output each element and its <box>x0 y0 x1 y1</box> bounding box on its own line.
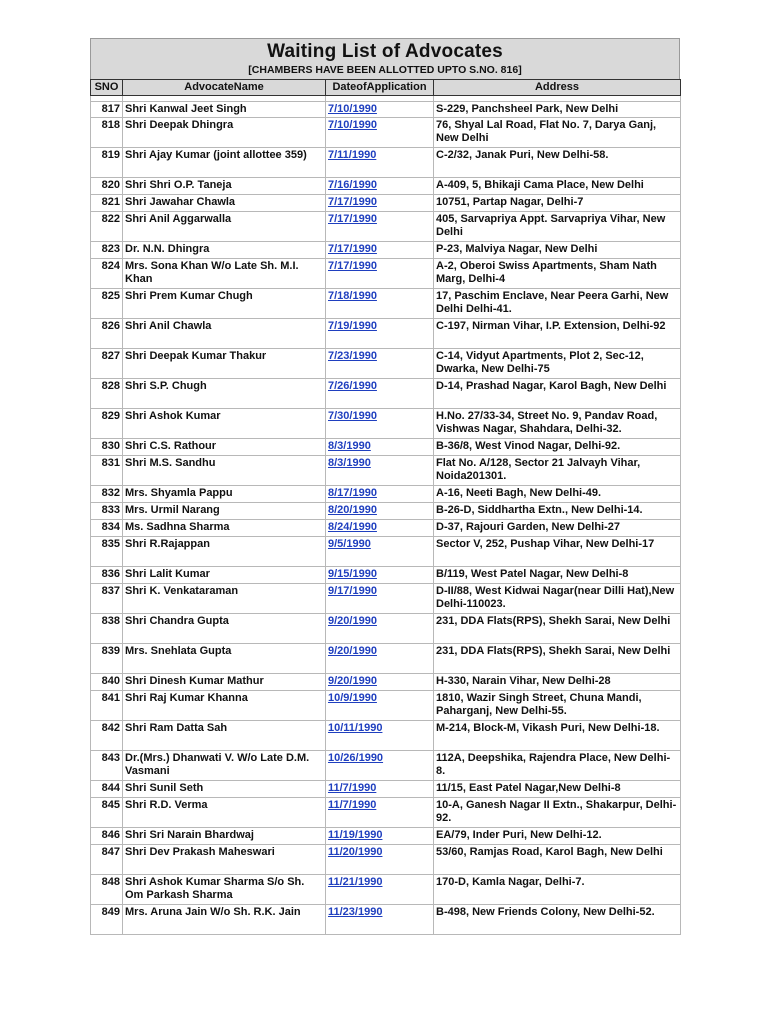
table-row <box>91 102 681 118</box>
cell-advocate-name: Shri Anil Aggarwalla <box>123 212 326 242</box>
cell-advocate-name: Shri Chandra Gupta <box>123 614 326 644</box>
date-link[interactable]: 7/17/1990 <box>328 243 377 255</box>
cell-sno: 838 <box>91 614 123 644</box>
table-row <box>91 520 681 537</box>
date-link[interactable]: 9/17/1990 <box>328 585 377 597</box>
table-row <box>91 537 681 567</box>
cell-address: Sector V, 252, Pushap Vihar, New Delhi-17 <box>434 537 681 567</box>
advocates-table <box>90 79 681 935</box>
cell-address: 17, Paschim Enclave, Near Peera Garhi, New Delhi Delhi-41. <box>434 289 681 319</box>
cell-address: 11/15, East Patel Nagar,New Delhi-8 <box>434 781 681 798</box>
table-row <box>91 875 681 905</box>
cell-advocate-name: Shri R.Rajappan <box>123 537 326 567</box>
date-link[interactable]: 9/15/1990 <box>328 568 377 580</box>
cell-sno: 849 <box>91 905 123 935</box>
date-link[interactable]: 11/7/1990 <box>328 782 377 794</box>
cell-sno: 823 <box>91 242 123 259</box>
cell-date-of-application <box>326 195 434 212</box>
date-link[interactable]: 7/17/1990 <box>328 196 377 208</box>
table-row <box>91 584 681 614</box>
cell-sno: 833 <box>91 503 123 520</box>
table-row <box>91 349 681 379</box>
cell-date-of-application <box>326 212 434 242</box>
date-link[interactable]: 8/20/1990 <box>328 504 377 516</box>
date-link[interactable]: 11/19/1990 <box>328 829 383 841</box>
table-row <box>91 828 681 845</box>
cell-address: C-14, Vidyut Apartments, Plot 2, Sec-12, Dwarka, New Delhi-75 <box>434 349 681 379</box>
cell-sno: 825 <box>91 289 123 319</box>
date-link[interactable]: 7/26/1990 <box>328 380 377 392</box>
cell-address: C-197, Nirman Vihar, I.P. Extension, Delhi-92 <box>434 319 681 349</box>
table-row <box>91 486 681 503</box>
cell-date-of-application <box>326 379 434 409</box>
date-link[interactable]: 8/3/1990 <box>328 457 371 469</box>
date-link[interactable]: 10/9/1990 <box>328 692 377 704</box>
date-link[interactable]: 11/7/1990 <box>328 799 377 811</box>
cell-sno: 847 <box>91 845 123 875</box>
title-block <box>90 38 680 79</box>
date-link[interactable]: 7/11/1990 <box>328 149 377 161</box>
cell-advocate-name: Mrs. Snehlata Gupta <box>123 644 326 674</box>
cell-address: 231, DDA Flats(RPS), Shekh Sarai, New Delhi <box>434 614 681 644</box>
date-link[interactable]: 8/3/1990 <box>328 440 371 452</box>
table-row <box>91 751 681 781</box>
cell-sno: 842 <box>91 721 123 751</box>
cell-address: M-214, Block-M, Vikash Puri, New Delhi-18. <box>434 721 681 751</box>
cell-advocate-name: Shri M.S. Sandhu <box>123 456 326 486</box>
cell-date-of-application <box>326 178 434 195</box>
cell-address: EA/79, Inder Puri, New Delhi-12. <box>434 828 681 845</box>
date-link[interactable]: 7/10/1990 <box>328 103 377 115</box>
cell-advocate-name: Shri Sunil Seth <box>123 781 326 798</box>
table-row <box>91 148 681 178</box>
cell-date-of-application <box>326 439 434 456</box>
cell-sno: 834 <box>91 520 123 537</box>
cell-date-of-application <box>326 520 434 537</box>
cell-advocate-name: Shri C.S. Rathour <box>123 439 326 456</box>
date-link[interactable]: 7/18/1990 <box>328 290 377 302</box>
cell-date-of-application <box>326 828 434 845</box>
cell-address: D-II/88, West Kidwai Nagar(near Dilli Hat),New Delhi-110023. <box>434 584 681 614</box>
cell-date-of-application <box>326 503 434 520</box>
cell-address: P-23, Malviya Nagar, New Delhi <box>434 242 681 259</box>
cell-address: 1810, Wazir Singh Street, Chuna Mandi, Paharganj, New Delhi-55. <box>434 691 681 721</box>
cell-sno: 832 <box>91 486 123 503</box>
cell-advocate-name: Shri Anil Chawla <box>123 319 326 349</box>
cell-date-of-application <box>326 751 434 781</box>
cell-address: H.No. 27/33-34, Street No. 9, Pandav Road, Vishwas Nagar, Shahdara, Delhi-32. <box>434 409 681 439</box>
cell-advocate-name: Shri Lalit Kumar <box>123 567 326 584</box>
cell-date-of-application <box>326 905 434 935</box>
cell-advocate-name: Shri Prem Kumar Chugh <box>123 289 326 319</box>
cell-date-of-application <box>326 349 434 379</box>
cell-sno: 839 <box>91 644 123 674</box>
cell-advocate-name: Shri K. Venkataraman <box>123 584 326 614</box>
date-link[interactable]: 7/17/1990 <box>328 260 377 272</box>
date-link[interactable]: 11/23/1990 <box>328 906 383 918</box>
cell-address: B-26-D, Siddhartha Extn., New Delhi-14. <box>434 503 681 520</box>
cell-address: B/119, West Patel Nagar, New Delhi-8 <box>434 567 681 584</box>
cell-address: A-16, Neeti Bagh, New Delhi-49. <box>434 486 681 503</box>
cell-date-of-application <box>326 644 434 674</box>
table-row <box>91 691 681 721</box>
cell-date-of-application <box>326 691 434 721</box>
cell-date-of-application <box>326 674 434 691</box>
cell-date-of-application <box>326 486 434 503</box>
cell-sno: 844 <box>91 781 123 798</box>
cell-advocate-name: Shri Dev Prakash Maheswari <box>123 845 326 875</box>
cell-advocate-name: Shri Ashok Kumar <box>123 409 326 439</box>
cell-advocate-name: Shri S.P. Chugh <box>123 379 326 409</box>
cell-address: A-2, Oberoi Swiss Apartments, Sham Nath Marg, Delhi-4 <box>434 259 681 289</box>
cell-date-of-application <box>326 875 434 905</box>
cell-date-of-application <box>326 614 434 644</box>
table-row <box>91 721 681 751</box>
waiting-list-sheet <box>90 38 680 935</box>
cell-address: C-2/32, Janak Puri, New Delhi-58. <box>434 148 681 178</box>
cell-sno: 818 <box>91 118 123 148</box>
cell-advocate-name: Shri Ashok Kumar Sharma S/o Sh. Om Parkash Sharma <box>123 875 326 905</box>
cell-advocate-name: Dr. N.N. Dhingra <box>123 242 326 259</box>
date-link[interactable]: 7/19/1990 <box>328 320 377 332</box>
table-row <box>91 845 681 875</box>
cell-date-of-application <box>326 118 434 148</box>
cell-address: 10-A, Ganesh Nagar II Extn., Shakarpur, Delhi-92. <box>434 798 681 828</box>
column-header-address: Address <box>434 80 681 96</box>
table-row <box>91 503 681 520</box>
cell-address: A-409, 5, Bhikaji Cama Place, New Delhi <box>434 178 681 195</box>
date-link[interactable]: 7/10/1990 <box>328 119 377 131</box>
cell-address: D-14, Prashad Nagar, Karol Bagh, New Delhi <box>434 379 681 409</box>
cell-advocate-name: Shri Deepak Kumar Thakur <box>123 349 326 379</box>
cell-advocate-name: Mrs. Sona Khan W/o Late Sh. M.I. Khan <box>123 259 326 289</box>
cell-address: Flat No. A/128, Sector 21 Jalvayh Vihar, Noida201301. <box>434 456 681 486</box>
cell-sno: 830 <box>91 439 123 456</box>
cell-date-of-application <box>326 319 434 349</box>
cell-address: 76, Shyal Lal Road, Flat No. 7, Darya Ganj, New Delhi <box>434 118 681 148</box>
cell-address: D-37, Rajouri Garden, New Delhi-27 <box>434 520 681 537</box>
table-row <box>91 409 681 439</box>
table-header-row <box>91 80 681 96</box>
cell-date-of-application <box>326 798 434 828</box>
cell-sno: 821 <box>91 195 123 212</box>
cell-address: 405, Sarvapriya Appt. Sarvapriya Vihar, New Delhi <box>434 212 681 242</box>
cell-advocate-name: Shri Sri Narain Bhardwaj <box>123 828 326 845</box>
cell-sno: 817 <box>91 102 123 118</box>
cell-date-of-application <box>326 289 434 319</box>
date-link[interactable]: 9/20/1990 <box>328 645 377 657</box>
date-link[interactable]: 7/30/1990 <box>328 410 377 422</box>
cell-sno: 835 <box>91 537 123 567</box>
cell-sno: 840 <box>91 674 123 691</box>
table-row <box>91 798 681 828</box>
cell-address: 53/60, Ramjas Road, Karol Bagh, New Delhi <box>434 845 681 875</box>
cell-sno: 827 <box>91 349 123 379</box>
cell-sno: 826 <box>91 319 123 349</box>
column-header-sno: SNO <box>91 80 123 96</box>
date-link[interactable]: 8/24/1990 <box>328 521 377 533</box>
date-link[interactable]: 10/11/1990 <box>328 722 383 734</box>
cell-advocate-name: Ms. Sadhna Sharma <box>123 520 326 537</box>
table-row <box>91 178 681 195</box>
table-row <box>91 118 681 148</box>
table-row <box>91 242 681 259</box>
cell-date-of-application <box>326 567 434 584</box>
table-row <box>91 644 681 674</box>
cell-sno: 846 <box>91 828 123 845</box>
cell-address: H-330, Narain Vihar, New Delhi-28 <box>434 674 681 691</box>
cell-date-of-application <box>326 584 434 614</box>
cell-sno: 848 <box>91 875 123 905</box>
cell-sno: 820 <box>91 178 123 195</box>
cell-address: B-498, New Friends Colony, New Delhi-52. <box>434 905 681 935</box>
date-link[interactable]: 9/20/1990 <box>328 675 377 687</box>
date-link[interactable]: 7/17/1990 <box>328 213 377 225</box>
table-row <box>91 289 681 319</box>
cell-advocate-name: Shri Ram Datta Sah <box>123 721 326 751</box>
cell-sno: 822 <box>91 212 123 242</box>
table-row <box>91 614 681 644</box>
date-link[interactable]: 9/20/1990 <box>328 615 377 627</box>
cell-advocate-name: Mrs. Urmil Narang <box>123 503 326 520</box>
cell-date-of-application <box>326 242 434 259</box>
cell-date-of-application <box>326 102 434 118</box>
cell-date-of-application <box>326 409 434 439</box>
cell-sno: 843 <box>91 751 123 781</box>
date-link[interactable]: 7/23/1990 <box>328 350 377 362</box>
cell-address: 170-D, Kamla Nagar, Delhi-7. <box>434 875 681 905</box>
cell-address: B-36/8, West Vinod Nagar, Delhi-92. <box>434 439 681 456</box>
cell-advocate-name: Shri R.D. Verma <box>123 798 326 828</box>
cell-sno: 837 <box>91 584 123 614</box>
cell-sno: 841 <box>91 691 123 721</box>
cell-sno: 829 <box>91 409 123 439</box>
cell-date-of-application <box>326 259 434 289</box>
cell-sno: 845 <box>91 798 123 828</box>
table-row <box>91 195 681 212</box>
cell-sno: 824 <box>91 259 123 289</box>
date-link[interactable]: 7/16/1990 <box>328 179 377 191</box>
cell-advocate-name: Dr.(Mrs.) Dhanwati V. W/o Late D.M. Vasmani <box>123 751 326 781</box>
table-row <box>91 567 681 584</box>
table-row <box>91 379 681 409</box>
cell-address: S-229, Panchsheel Park, New Delhi <box>434 102 681 118</box>
cell-address: 231, DDA Flats(RPS), Shekh Sarai, New Delhi <box>434 644 681 674</box>
column-header-date-of-application: DateofApplication <box>326 80 434 96</box>
cell-advocate-name: Shri Deepak Dhingra <box>123 118 326 148</box>
table-row <box>91 456 681 486</box>
table-row <box>91 781 681 798</box>
page-title: Waiting List of Advocates <box>267 41 503 62</box>
column-header-advocate-name: AdvocateName <box>123 80 326 96</box>
cell-advocate-name: Mrs. Shyamla Pappu <box>123 486 326 503</box>
cell-address: 112A, Deepshika, Rajendra Place, New Delhi-8. <box>434 751 681 781</box>
cell-advocate-name: Shri Kanwal Jeet Singh <box>123 102 326 118</box>
cell-date-of-application <box>326 721 434 751</box>
cell-advocate-name: Shri Dinesh Kumar Mathur <box>123 674 326 691</box>
cell-date-of-application <box>326 456 434 486</box>
cell-date-of-application <box>326 148 434 178</box>
table-row <box>91 212 681 242</box>
cell-advocate-name: Mrs. Aruna Jain W/o Sh. R.K. Jain <box>123 905 326 935</box>
date-link[interactable]: 10/26/1990 <box>328 752 384 764</box>
table-row <box>91 439 681 456</box>
cell-date-of-application <box>326 781 434 798</box>
table-body <box>91 96 681 935</box>
cell-sno: 836 <box>91 567 123 584</box>
date-link[interactable]: 9/5/1990 <box>328 538 371 550</box>
cell-date-of-application <box>326 537 434 567</box>
date-link[interactable]: 8/17/1990 <box>328 487 377 499</box>
date-link[interactable]: 11/20/1990 <box>328 846 383 858</box>
cell-advocate-name: Shri Ajay Kumar (joint allottee 359) <box>123 148 326 178</box>
table-row <box>91 674 681 691</box>
cell-sno: 828 <box>91 379 123 409</box>
date-link[interactable]: 11/21/1990 <box>328 876 383 888</box>
table-row <box>91 259 681 289</box>
table-row <box>91 319 681 349</box>
table-row <box>91 905 681 935</box>
cell-advocate-name: Shri Shri O.P. Taneja <box>123 178 326 195</box>
cell-address: 10751, Partap Nagar, Delhi-7 <box>434 195 681 212</box>
page-subtitle: [CHAMBERS HAVE BEEN ALLOTTED UPTO S.NO. 816] <box>248 64 522 76</box>
cell-sno: 831 <box>91 456 123 486</box>
cell-advocate-name: Shri Raj Kumar Khanna <box>123 691 326 721</box>
cell-date-of-application <box>326 845 434 875</box>
cell-sno: 819 <box>91 148 123 178</box>
cell-advocate-name: Shri Jawahar Chawla <box>123 195 326 212</box>
